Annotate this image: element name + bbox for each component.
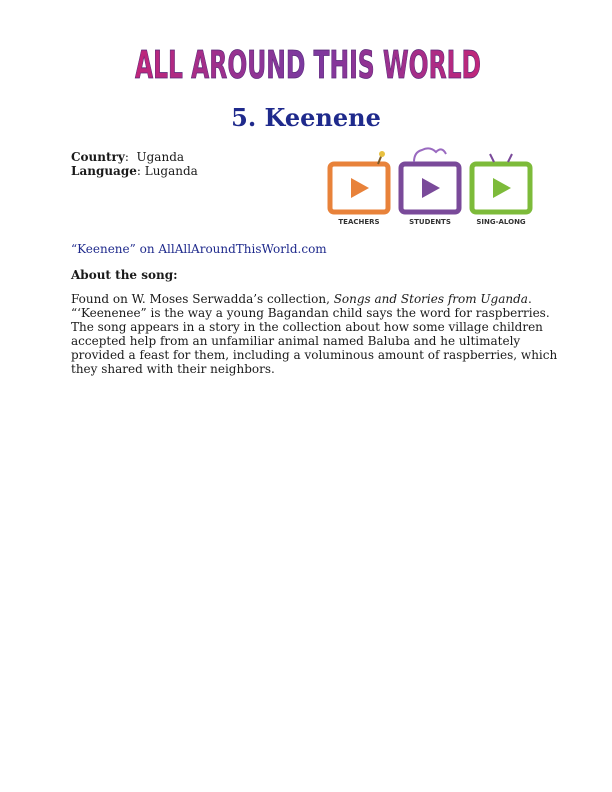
sing-along-label: SING-ALONG — [476, 218, 526, 226]
song-link[interactable]: “Keenene” on AllAllAroundThisWorld.com — [71, 242, 327, 256]
language-line: Language: Luganda — [71, 164, 198, 178]
about-heading: About the song: — [71, 268, 178, 282]
about-paragraph — [71, 292, 563, 376]
book-title: Songs and Stories from Uganda — [333, 292, 528, 306]
country-line: Country: Uganda — [71, 150, 185, 164]
resource-icons — [326, 140, 536, 230]
all-around-this-world-logo — [132, 38, 484, 88]
song-meta — [71, 150, 198, 178]
logo-text: ALL AROUND THIS WORLD — [135, 43, 481, 87]
language-label: Language — [71, 164, 137, 178]
language-value: Luganda — [144, 164, 198, 178]
country-label: Country — [71, 150, 125, 164]
teachers-icon[interactable] — [330, 151, 388, 226]
teachers-label: TEACHERS — [338, 218, 380, 226]
sing-along-icon[interactable] — [472, 154, 530, 226]
country-value: Uganda — [136, 150, 185, 164]
about-text-2: . “‘Keenenee” is the way a young Bagandan child says the word for raspberries. The song appears in a story in the collection about how some village children accepted help from an unfamiliar animal named Baluba and he ultimately provided a feast for them, including a voluminous amount of raspberries, which they shared with their neighbors. — [71, 292, 558, 376]
students-label: STUDENTS — [409, 218, 451, 226]
students-icon[interactable] — [401, 148, 459, 226]
about-text-1: Found on W. Moses Serwadda’s collection, — [71, 292, 334, 306]
page-title: 5. Keenene — [231, 103, 381, 132]
